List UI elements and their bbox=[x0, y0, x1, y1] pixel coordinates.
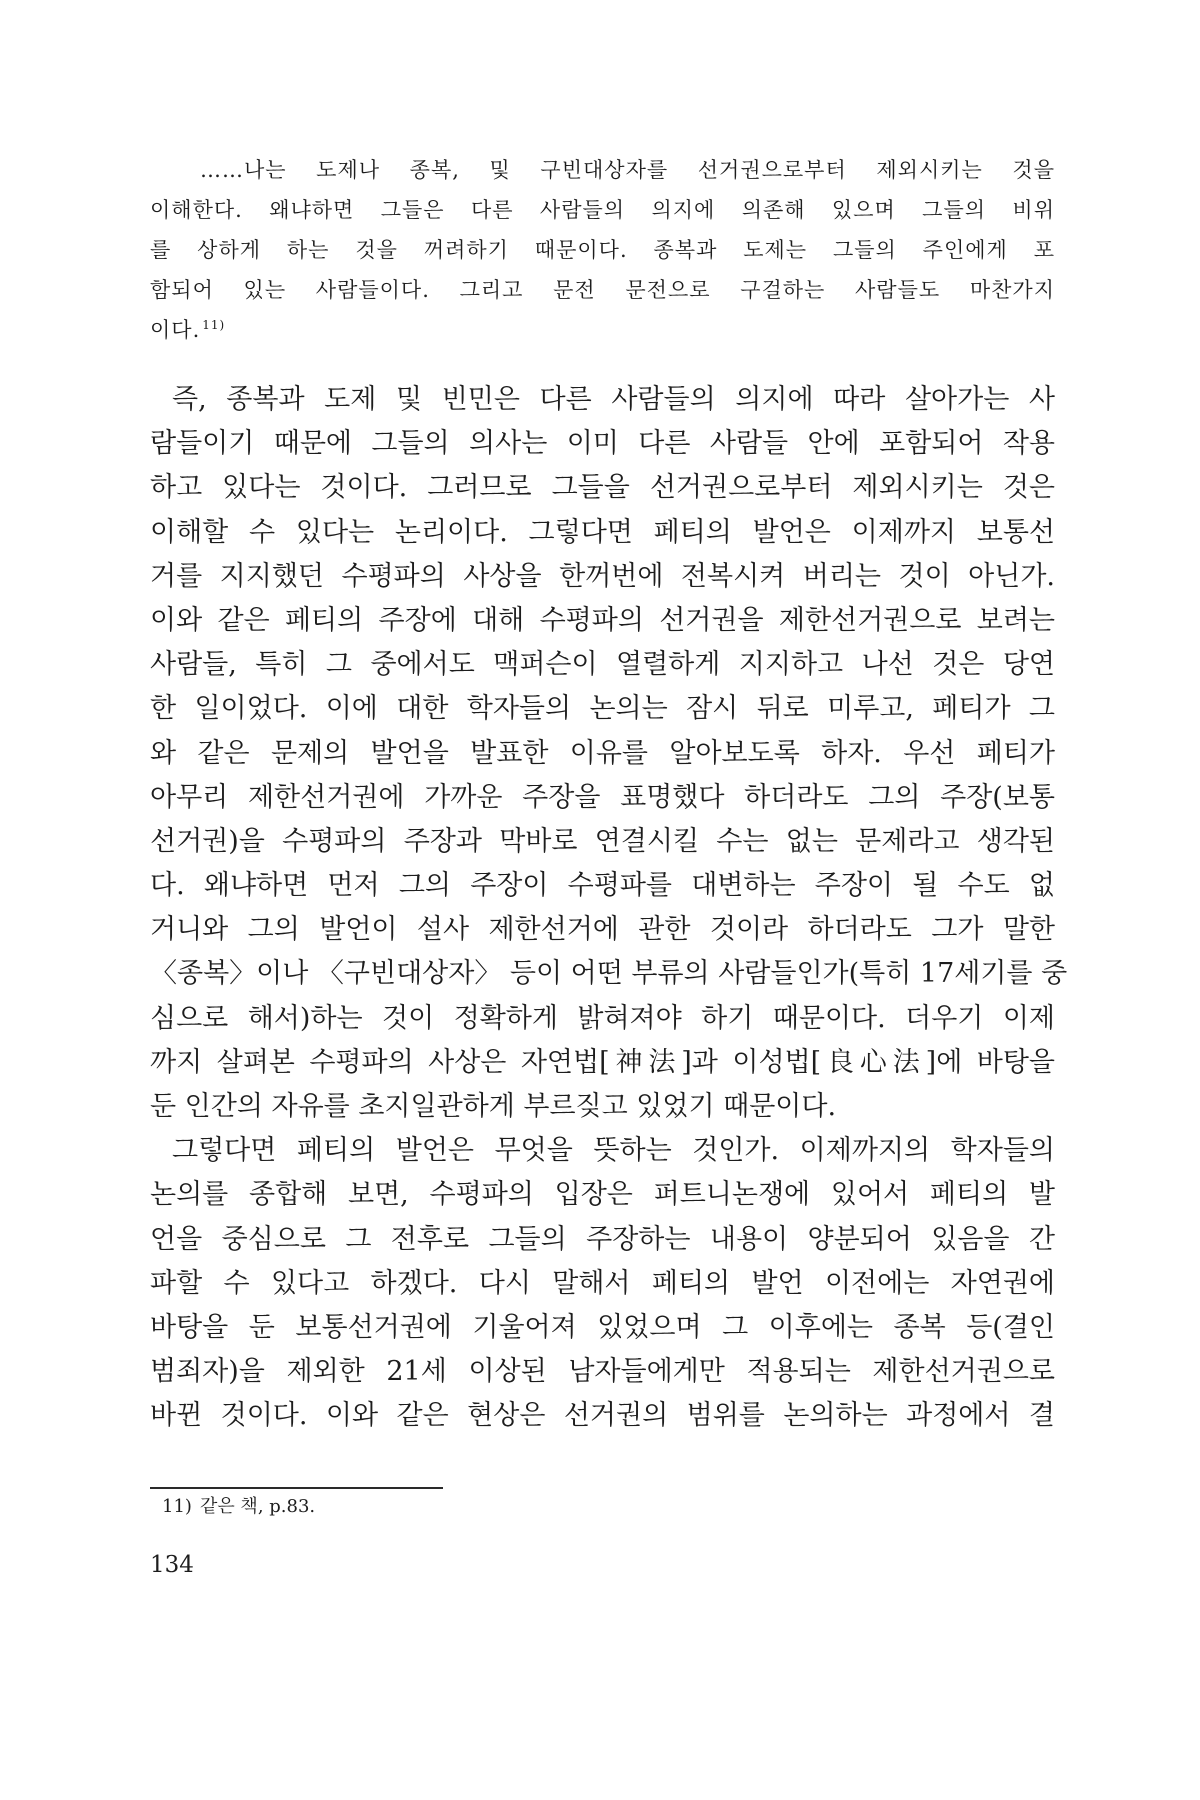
body-line: 까지 살펴본 수평파의 사상은 자연법[神法]과 이성법[良心法]에 바탕을 bbox=[150, 1046, 1055, 1078]
footnote-divider bbox=[150, 1487, 443, 1489]
body-line: 〈종복〉이나 〈구빈대상자〉 등이 어떤 부류의 사람들인가(특히 17세기를 중 bbox=[150, 958, 1068, 990]
body-line: 이해할 수 있다는 논리이다. 그렇다면 페티의 발언은 이제까지 보통선 bbox=[150, 516, 1055, 548]
body-line: 람들이기 때문에 그들의 의사는 이미 다른 사람들 안에 포함되어 작용 bbox=[150, 428, 1055, 460]
body-line: 하고 있다는 것이다. 그러므로 그들을 선거권으로부터 제외시키는 것은 bbox=[150, 472, 1055, 504]
quote-line-last bbox=[150, 310, 1055, 350]
quote-line: 이다. bbox=[150, 318, 201, 342]
block-quote bbox=[150, 150, 1055, 350]
body-line: 다. 왜냐하면 먼저 그의 주장이 수평파를 대변하는 주장이 될 수도 없 bbox=[150, 870, 1055, 902]
body-line: 와 같은 문제의 발언을 발표한 이유를 알아보도록 하자. 우선 페티가 bbox=[150, 737, 1055, 769]
footnote-marker: 11) bbox=[162, 1496, 192, 1517]
body-line: 바탕을 둔 보통선거권에 기울어져 있었으며 그 이후에는 종복 등(결인 bbox=[150, 1311, 1055, 1343]
quote-line: 를 상하게 하는 것을 꺼려하기 때문이다. 종복과 도제는 그들의 주인에게 포 bbox=[150, 238, 1055, 262]
body-line: 거니와 그의 발언이 설사 제한선거에 관한 것이라 하더라도 그가 말한 bbox=[150, 914, 1055, 946]
body-line: 바뀐 것이다. 이와 같은 현상은 선거권의 범위를 논의하는 과정에서 결 bbox=[150, 1400, 1055, 1432]
page-number: 134 bbox=[150, 1552, 194, 1578]
body-line: 둔 인간의 자유를 초지일관하게 부르짖고 있었기 때문이다. bbox=[150, 1091, 837, 1122]
quote-line: 함되어 있는 사람들이다. 그리고 문전 문전으로 구걸하는 사람들도 마찬가지 bbox=[150, 278, 1055, 302]
body-line: 이와 같은 페티의 주장에 대해 수평파의 선거권을 제한선거권으로 보려는 bbox=[150, 604, 1055, 636]
body-line: 아무리 제한선거권에 가까운 주장을 표명했다 하더라도 그의 주장(보통 bbox=[150, 781, 1055, 813]
body-line: 선거권)을 수평파의 주장과 막바로 연결시킬 수는 없는 문제라고 생각된 bbox=[150, 825, 1055, 857]
body-line: 논의를 종합해 보면, 수평파의 입장은 퍼트니논쟁에 있어서 페티의 발 bbox=[150, 1179, 1055, 1211]
body-line: 언을 중심으로 그 전후로 그들의 주장하는 내용이 양분되어 있음을 간 bbox=[150, 1223, 1055, 1255]
body-line: 그렇다면 페티의 발언은 무엇을 뜻하는 것인가. 이제까지의 학자들의 bbox=[172, 1135, 1055, 1167]
body-line: 사람들, 특히 그 중에서도 맥퍼슨이 열렬하게 지지하고 나선 것은 당연 bbox=[150, 649, 1055, 681]
body-line: 한 일이었다. 이에 대한 학자들의 논의는 잠시 뒤로 미루고, 페티가 그 bbox=[150, 693, 1055, 725]
body-text bbox=[150, 378, 1068, 1439]
quote-line: 이해한다. 왜냐하면 그들은 다른 사람들의 의지에 의존해 있으며 그들의 비위 bbox=[150, 198, 1055, 222]
footnote-text: 같은 책, p.83. bbox=[199, 1496, 316, 1517]
body-line: 범죄자)을 제외한 21세 이상된 남자들에게만 적용되는 제한선거권으로 bbox=[150, 1356, 1055, 1388]
body-line: 파할 수 있다고 하겠다. 다시 말해서 페티의 발언 이전에는 자연권에 bbox=[150, 1267, 1055, 1299]
body-line: 즉, 종복과 도제 및 빈민은 다른 사람들의 의지에 따라 살아가는 사 bbox=[172, 384, 1055, 415]
quote-line: ……나는 도제나 종복, 및 구빈대상자를 선거권으로부터 제외시키는 것을 bbox=[200, 158, 1055, 182]
body-line: 심으로 해서)하는 것이 정확하게 밝혀져야 하기 때문이다. 더우기 이제 bbox=[150, 1002, 1055, 1034]
footnote-reference: 11) bbox=[202, 318, 226, 332]
body-line: 거를 지지했던 수평파의 사상을 한꺼번에 전복시켜 버리는 것이 아닌가. bbox=[150, 560, 1055, 592]
footnote bbox=[162, 1494, 315, 1520]
